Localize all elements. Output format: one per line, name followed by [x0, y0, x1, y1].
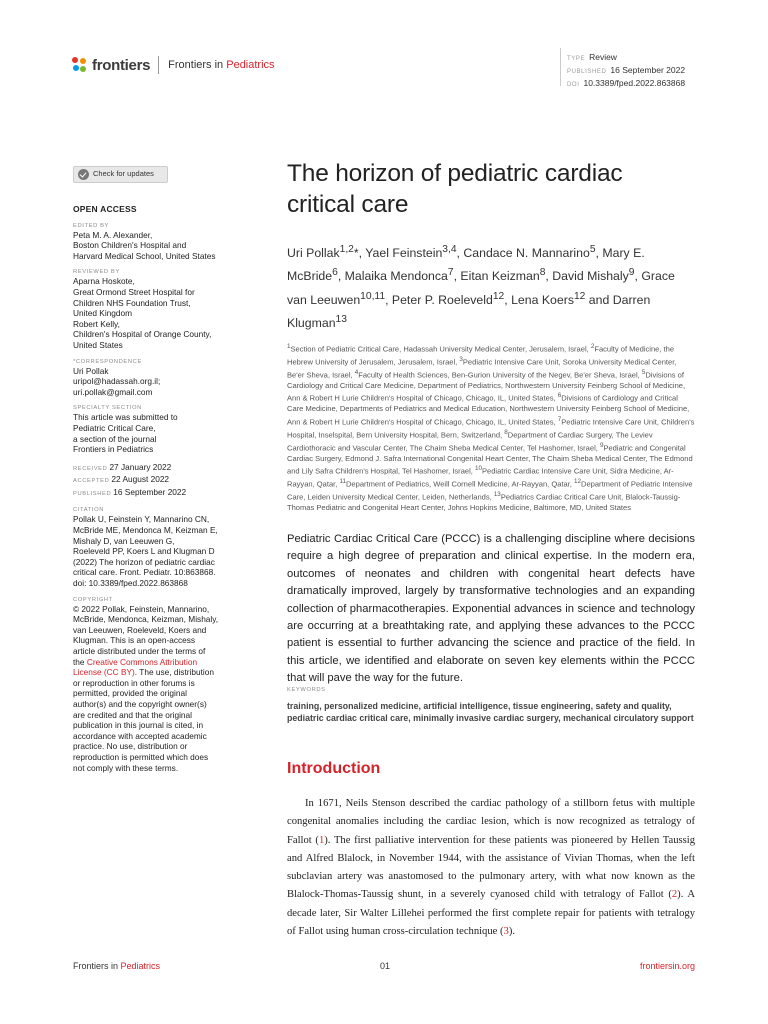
text-line: article distributed under the terms of — [73, 646, 206, 656]
title-line-2: critical care — [287, 191, 409, 218]
introduction-paragraph — [287, 795, 695, 941]
text-line: or reproduction in other forums is — [73, 677, 195, 688]
text-line: Klugman. This is an open-access — [73, 635, 196, 646]
text-line: critical care. Front. Pediatr. 10:863868. — [73, 567, 216, 578]
logo-dot-blue — [73, 65, 79, 71]
sidebar-published-value: 16 September 2022 — [113, 486, 187, 497]
footer-site-link[interactable]: frontiersin.org — [639, 961, 695, 971]
frontiers-logo-icon — [72, 57, 88, 73]
text-line: reproduction is permitted which does — [73, 751, 209, 762]
text-line: permitted, provided the original — [73, 688, 187, 699]
author-list: Uri Pollak$^{1,2}$*, Yael Feinstein$^{3,4}$, Candace N. Mannarino$^5$, Mary E. McBride$^6$, Malaika Mendonca$^7$, Eitan Keizman$^8$, David Mishaly$^9$, Grace van Leeuwen$^{10,11}$, Peter P. Roeleveld$^{12}$, Lena Koers$^{12}$ and Darren Klugman$^{13}$ — [287, 244, 675, 331]
abstract: Pediatric Cardiac Critical Care (PCCC) is a challenging discipline where decisions require a high degree of preparation and clinical expertise. In the modern era, outcomes of neonates and children with congenital heart defects have dramatically improved, largely by transformative technologies and an expanding collection of pharmacotherapies. Exponential advances in science and technology are occurring at a breathtaking rate, and applying these advances to the PCCC patient is essential to further advancing the science and practice of the field. In this article, we identified and elaborate on seven key elements within the PCCC that will pave the way for the future. — [287, 533, 695, 685]
footer-prefix: Frontiers in — [73, 961, 121, 971]
type-label: TYPE — [567, 56, 586, 62]
text-line: Great Ormond Street Hospital for — [73, 286, 195, 297]
copyright-link-line-2 — [73, 667, 235, 678]
logo-divider — [158, 56, 159, 74]
text-line: Roeleveld PP, Koers L and Klugman D — [73, 546, 215, 557]
edited-by-label: EDITED BY — [73, 222, 110, 229]
text-line: Peta M. A. Alexander, — [73, 229, 153, 240]
text-line: a section of the journal — [73, 433, 157, 444]
text-line: © 2022 Pollak, Feinstein, Mannarino, — [73, 603, 210, 614]
text-line: Children's Hospital of Orange County, — [73, 329, 212, 340]
text-line: not comply with these terms. — [73, 762, 179, 773]
text-line: doi: 10.3389/fped.2022.863868 — [73, 578, 188, 589]
text-line[interactable]: uripol@hadassah.org.il; — [73, 376, 161, 387]
article-meta — [567, 52, 685, 91]
text-line: (2022) The horizon of pediatric cardiac — [73, 556, 215, 567]
specialty-list — [73, 412, 235, 454]
journal-name — [168, 59, 274, 71]
published-value: 16 September 2022 — [610, 65, 686, 75]
title-line-1: The horizon of pediatric cardiac — [287, 160, 623, 187]
accepted-label: ACCEPTED — [73, 478, 110, 485]
footer-journal — [73, 961, 160, 971]
text-line: United States — [73, 339, 123, 350]
cc-license-link-2[interactable]: License (CC BY) — [73, 667, 135, 678]
text-line: Pollak U, Feinstein Y, Mannarino CN, — [73, 514, 210, 525]
published-label: PUBLISHED — [567, 69, 607, 75]
logo-dot-green — [80, 66, 86, 72]
received-row — [73, 462, 235, 475]
specialty-label: SPECIALTY SECTION — [73, 405, 142, 412]
text-line[interactable]: uri.pollak@gmail.com — [73, 386, 153, 397]
text-line: McBride, Mendonca, Keizman, Mishaly, — [73, 614, 219, 625]
accepted-value: 22 August 2022 — [111, 474, 170, 485]
check-updates-label: Check for updates — [93, 169, 154, 179]
text-line: Robert Kelly, — [73, 318, 120, 329]
citation-list — [73, 514, 235, 588]
journal-title: Pediatrics — [226, 59, 275, 71]
text-line: Aparna Hoskote, — [73, 276, 135, 287]
keywords: training, personalized medicine, artificial intelligence, tissue engineering, safety and quality, pediatric cardiac critical care, minimally invasive cardiac surgery, mechanical circulatory support — [287, 701, 694, 723]
affiliations: $^1$Section of Pediatric Critical Care, Hadassah University Medical Center, Jerusalem, Israel, $^2$Faculty of Medicine, the Hebrew University of Jerusalem, Jerusalem, Israel, $^3$Pediatric Intensive Care Unit, Soroka University Medical Center, Be'er Sheva, Israel, $^4$Faculty of Health Sciences, Ben-Gurion University of the Negev, Be'er Sheva, Israel, $^5$Divisions of Cardiology and Critical Care Medicine, Department of Pediatrics, Northwestern University Feinberg School of Medicine, Ann & Robert H Lurie Children's Hospital of Chicago, Chicago, IL, United States, $^6$Divisions of Cardiology and Critical Care Medicine, Departments of Pediatrics and Medical Education, Northwestern University Feinberg School of Medicine, Ann & Robert H Lurie Children's Hospital of Chicago, Chicago, IL, United States, $^7$Pediatric Intensive Care Unit, Children's Hospital, Inselspital, Bern University Hospital, Bern, Switzerland, $^8$Department of Cardiac Surgery, The Leviev Cardiothoracic and Vascular Center, The Chaim Sheba Medical Center, Tel Hashomer, Israel, $^9$Pediatric and Congenital Cardiac Surgery, Edmond J. Safra International Congenital Heart Center, The Chaim Sheba Medical Center, The Edmond and Lily Safra Children's Hospital, Tel Hashomer, Israel, $^{10}$Pediatric Cardiac Intensive Care Unit, Sidra Medicine, Ar-Rayyan, Qatar, $^{11}$Department of Pediatrics, Weill Cornell Medicine, Ar-Rayyan, Qatar, $^{12}$Department of Pediatric Intensive Care, Leiden University Medical Center, Leiden, Netherlands, $^{13}$Pediatrics Cardiac Critical Care Unit, Blalock-Taussig-Thomas Pediatric and Congenital Heart Center, Johns Hopkins Medicine, Baltimore, MD, United States — [287, 342, 695, 513]
page-header — [72, 52, 702, 92]
text-line: Uri Pollak — [73, 365, 109, 376]
frontiers-logo[interactable] — [72, 56, 275, 74]
doi-label: DOI — [567, 82, 580, 88]
text-line: Pediatric Critical Care, — [73, 422, 156, 433]
text-line: accordance with accepted academic — [73, 730, 207, 741]
check-for-updates-button[interactable] — [73, 166, 168, 183]
citation-label: CITATION — [73, 507, 104, 514]
article-title — [287, 158, 695, 220]
cc-license-link[interactable]: Creative Commons Attribution — [86, 656, 198, 667]
introduction-text: In 1671, Neils Stenson described the cardiac pathology of a stillborn fetus with multiple congenital anomalies including the cardiac lesion, which is now recognized as tetralogy of Fallot (1). The first palliative intervention for these patients was pioneered by Hellen Taussig and Alfred Blalock, in November 1944, with the assistance of Vivian Thomas, when the left subclavian artery was anastomosed to the pulmonary artery, with what now known as the Blalock-Thomas-Taussig shunt, in a severely cyanosed child with tetralogy of Fallot (2). A decade later, Sir Walter Lillehei performed the first complete repair for patients with tetralogy of Fallot using human cross-circulation technique (3). — [287, 798, 696, 938]
page-number: 01 — [380, 961, 391, 971]
copyright-link-line — [73, 657, 235, 668]
text-line: Children NHS Foundation Trust, — [73, 297, 191, 308]
copyright-list-before — [73, 604, 235, 657]
footer-journal-name: Pediatrics — [120, 961, 161, 971]
reviewed-by-list — [73, 276, 235, 350]
correspondence-list — [73, 366, 235, 398]
journal-prefix: Frontiers in — [168, 59, 227, 71]
text-line: This article was submitted to — [73, 412, 178, 423]
check-icon — [78, 169, 89, 180]
text-line: United Kingdom — [73, 308, 133, 319]
introduction-heading: Introduction — [287, 760, 381, 777]
text-line: are credited and that the original — [73, 709, 193, 720]
reviewed-by-label: REVIEWED BY — [73, 269, 120, 276]
copyright-label: COPYRIGHT — [73, 596, 113, 603]
open-access-label: OPEN ACCESS — [73, 204, 137, 214]
text-line: practice. No use, distribution or — [73, 741, 188, 752]
text-line: van Leeuwen, Roeleveld, Koers and — [73, 624, 207, 635]
accepted-row — [73, 474, 235, 487]
published-row — [73, 487, 235, 500]
keywords-label: KEYWORDS — [287, 687, 326, 693]
doi-value[interactable]: 10.3389/fped.2022.863868 — [583, 78, 686, 88]
received-label: RECEIVED — [73, 465, 108, 472]
correspondence-label: *CORRESPONDENCE — [73, 358, 142, 365]
brand-name: frontiers — [92, 56, 151, 74]
meta-divider — [560, 48, 561, 86]
article-main — [287, 158, 696, 938]
text-line: McBride ME, Mendonca M, Keizman E, — [73, 525, 218, 536]
copyright-list-after — [73, 678, 235, 773]
type-value: Review — [589, 52, 617, 62]
received-value: 27 January 2022 — [109, 461, 172, 472]
text-line: Mishaly D, van Leeuwen G, — [73, 535, 175, 546]
dates-block — [73, 462, 235, 500]
text-line: Frontiers in Pediatrics — [73, 444, 154, 455]
text-line: Boston Children's Hospital and — [73, 240, 187, 251]
text-line: publication in this journal is cited, in — [73, 720, 204, 731]
text-line: Harvard Medical School, United States — [73, 250, 216, 261]
copyright-after-link: . The use, distribution — [134, 667, 214, 678]
logo-dot-orange — [80, 58, 86, 64]
article-sidebar — [73, 166, 235, 773]
edited-by-list — [73, 230, 235, 262]
sidebar-published-label: PUBLISHED — [73, 490, 112, 497]
text-line: author(s) and the copyright owner(s) — [73, 698, 207, 709]
text-line: the — [73, 656, 87, 667]
copyright-text — [73, 604, 235, 774]
logo-dot-red — [72, 57, 78, 63]
